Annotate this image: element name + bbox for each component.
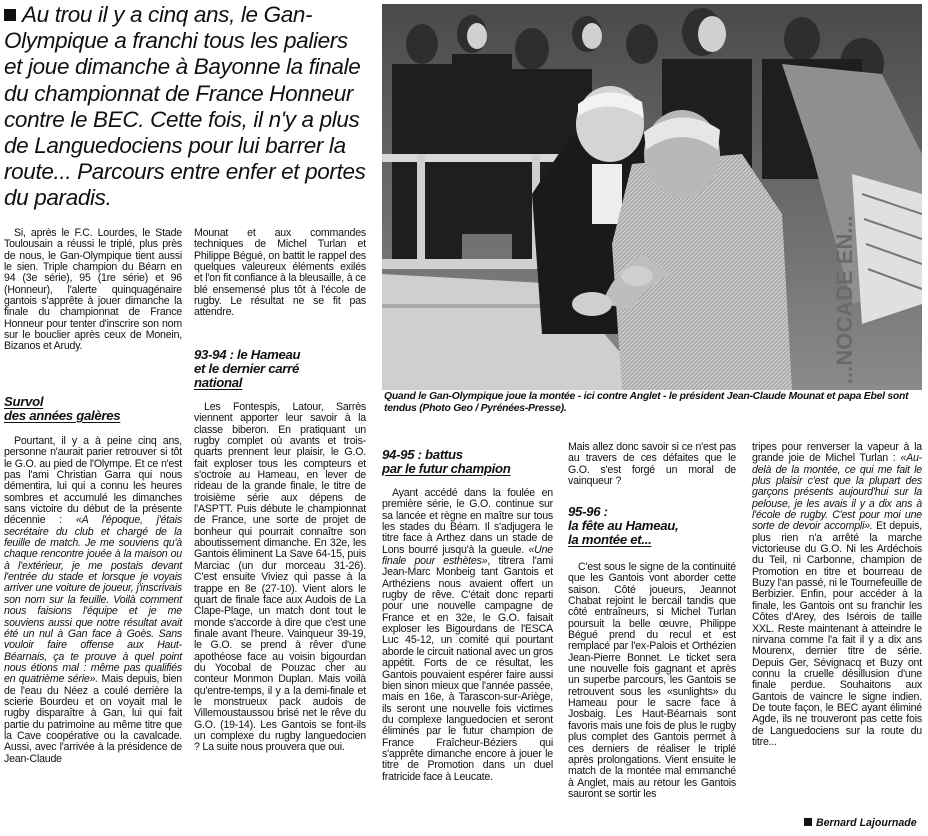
section-heading-94-95	[382, 448, 554, 476]
lead-bullet-square	[4, 9, 16, 21]
quote-text: «A l'époque, j'étais secrétaire du club et chargé de la feuille de match. Je me souviens qu'à chaque rencontre jouée à la maison ou à l'extérieur, je me postais devant l'entrée du stade et lorsque je voyais arriver une voiture de joueur, j'inscrivais son nom sur la feuille. Voilà comment nous faisions l'équipe et je me souviens aussi que notre résultat avait été un nul à Gan face à Goès. Sans vouloir faire offense aux Haut-Béarnais, ça te prouve à quel point nous étions mal : même pas qualifiés en quatrième série».	[4, 514, 182, 686]
body-paragraph: Les Fontespis, Latour, Sarrès viennent apporter leur savoir à la classe biberon. En pratiquant un rugby complet où avants et trois-quarts prennent leur plaisir, le G.O. fait exploser tous les compteurs et s'octroie au Hameau, en lever de rideau de la grande finale, le titre de troisième série aux dépens de l'ASPTT. Puis débute le championnat de France, une sorte de projet de bonheur qui pourrait connaître son aboutissement dimanche. En 32e, les Gantois éliminent La Save 64-15, puis Marciac (un dur morceau 31-26). C'est ensuite Viviez qui passe à la trappe en 8e (27-10). Vient alors le quart de finale face aux Audois de La Clape-Plage, un match dont tout le monde s'accorde à dire que c'est une finale avant l'heure. Vainqueur 39-19, le G.O. se prend à rêver d'une apothéose face au voisin bigourdan du Yocobal de Pouzac cher au conteur Monmon Duplan. Mais voilà qu'entre-temps, il y a la demi-finale et le monstrueux pack audois de Villemoustaussou brisé net le rêve du G.O. (19-14). Les Gantois se font-ils un complexe du rugby languedocien ? La suite nous prouvera que oui.	[194, 401, 366, 754]
photo-crowd-stands	[382, 4, 922, 390]
author-byline	[804, 817, 917, 829]
section-heading-line: Survol	[4, 394, 44, 409]
body-paragraph: C'est sous le signe de la continuité que les Gantois vont aborder cette saison. Côté joueurs, Jeannot Chabat rejoint le bercail tandis que côté entraîneurs, si Michel Turlan poursuit la belle œuvre, Philippe Bégué prend du recul et est remplacé par l'ex-Palois et Orthézien Jean-Pierre Bonnet. Le ticket sera une nouvelle fois gagnant et après un superbe parcours, les Gantois se retrouvent sous les «sunlights» du Hameau pour le sacre face à Josbaig. Les Haut-Béarnais sont favoris mais une fois de plus le rugby plus complet des Gantois permet à ces derniers de réaliser le triplé après prolongations. Vient ensuite le match de la montée mal emmanché à Anglet, mais au retour les Gantois sauront se sortir les	[568, 561, 736, 800]
photo-caption: Quand le Gan-Olympique joue la montée - ici contre Anglet - le président Jean-Claude Mounat et papa Ebel sont tendus (Photo Geo / Pyrénées-Presse).	[384, 391, 909, 415]
body-text: Mais depuis, bien de l'eau du Néez a coulé derrière la scierie Bourdeu et on voyait mal le rugby disparaître à Gan, lui qui fait partie du patrimoine au même titre que la Cave coopérative ou la cavalcade. Aussi, avec l'arrivée à la présidence de Jean-Claude	[4, 673, 182, 765]
section-heading-93-94	[194, 348, 374, 390]
body-paragraph	[4, 436, 182, 765]
section-heading-line: la fête au Hameau,	[568, 518, 679, 533]
news-photo	[382, 4, 922, 390]
body-paragraph: Mounat et aux commandes techniques de Michel Turlan et Philippe Bégué, on battit le rappel des quelques valeureux éléments exilés et l'on fit confiance à la bleusaille, à ce blé ensemensé plus tôt à l'école de rugby. Le résultat ne se fit pas attendre.	[194, 227, 366, 319]
article-column-5	[752, 442, 922, 759]
body-paragraph	[752, 442, 922, 748]
body-paragraph: Mais allez donc savoir si ce n'est pas au travers de ces défaites que le G.O. s'est forgé un moral de vainqueur ?	[568, 441, 736, 488]
photo-bleed-text: ...NOCADE EN...	[832, 215, 857, 384]
intro-paragraph: Si, après le F.C. Lourdes, le Stade Toulousain a réussi le triplé, plus près de nous, le Gan-Olympique tient aussi le sien. Triple champion du Béarn en 94 (3e série), 95 (1re série) et 96 (Honneur), l'alerte quinquagénaire gantois s'apprête à jouer dimanche la finale du championnat de France Honneur pour tenter d'inscrire son nom sur le bouclier après ceux de Monein, Bizanos et Arudy.	[4, 227, 182, 353]
article-column-1-body	[4, 436, 182, 776]
section-heading-line: et le dernier carré	[194, 361, 299, 376]
body-text: Et depuis, plus rien n'a arrêté la marche victorieuse du G.O. Ni les Ardéchois du Teil, ni Carbonne, champion de Promotion en titre et bourreau de Buzy l'an passé, ni le Tournefeuille de Berbizier. Enfin, pour accéder à la finale, les Gantois ont su franchir les Côtes d'Arey, des Isérois de taille XXL. Reste maintenant à atteindre le nirvana comme l'a fait il y a dix ans Mourenx, dernier titre de série. Depuis Ger, Sévignacq et Buzy ont connu la cruelle désillusion d'une finale perdue. Souhaitons aux Gantois de vaincre le signe indien. De toute façon, le BEC ayant éliminé Agde, ils ne trouveront pas cette fois de Languedociens sur la route du titre...	[752, 520, 922, 748]
section-heading-line: des années galères	[4, 408, 121, 423]
section-heading-line: 94-95 : battus	[382, 447, 463, 462]
lead-text: Au trou il y a cinq ans, le Gan-Olympique a franchi tous les paliers et joue dimanche à Bayonne la finale du championnat de France Honneur contre le BEC. Cette fois, il n'y a plus de Languedociens pour lui barrer la route... Parcours entre enfer et portes du paradis.	[4, 2, 366, 211]
body-text: Pourtant, il y a à peine cinq ans, personne n'aurait parier retrouver si tôt le G.O. au pied de l'Olympe. Et ce n'est pas l'ami Christian Garra qui nous démentira, lui qui a connu les heures sombres et accumulé les dimanches sans victoire du début de la présente décennie :	[4, 435, 182, 527]
section-heading-line: par le futur champion	[382, 461, 511, 476]
body-text: Ayant accédé dans la foulée en première série, le G.O. continue sur sa lancée et règne en maître sur tous les stades du Béarn. Il s'adjugera le titre face à Arthez dans un stade de Lons bourré jusqu'à la gueule.	[382, 487, 553, 556]
quote-text: «Au-delà de la montée, ce qui me fait le plus plaisir c'est que la plupart des garçons présents aujourd'hui sur la pelouse, je les avais il y a dix ans à l'école de rugby. C'est pour moi une sorte de devoir accompli».	[752, 452, 922, 533]
article-lead	[4, 2, 366, 212]
body-text: , titrera l'ami Jean-Marc Monbeig tant Gantois et Arthéziens nous avaient offert un rugby de rêve. C'était donc reparti pour une nouvelle campagne de France et en 32e, le G.O. faisait exploser les Bigourdans de l'ESCA Luc 45-12, un comité qui pourtant aborde le circuit national avec un gros appétit. Forts de ce résultat, les Gantois pouvaient espérer faire aussi bien sinon mieux que l'année passée, mais en 16e, à Tarascon-sur-Ariège, ils seront une nouvelle fois victimes du complexe languedocien et seront éliminés par le futur champion de France Fraîcheur-Béziers qui s'apprête dimanche encore à jouer le titre de Promotion dans un duel fratricide face à Leucate.	[382, 555, 554, 783]
body-text: tripes pour renverser la vapeur à la grande joie de Michel Turlan :	[752, 441, 922, 465]
article-column-1	[4, 228, 182, 364]
section-heading-line: la montée et...	[568, 532, 652, 547]
section-heading-survol	[4, 395, 182, 423]
author-name: Bernard Lajournade	[816, 817, 917, 829]
section-heading-line: 95-96 :	[568, 504, 608, 519]
article-column-4-body	[568, 562, 736, 811]
article-column-3	[382, 488, 553, 794]
section-heading-95-96	[568, 505, 736, 547]
section-heading-line: 93-94 : le Hameau	[194, 347, 301, 362]
quote-text: «Une finale pour esthètes»	[382, 543, 553, 568]
article-column-2-body	[194, 402, 366, 765]
byline-bullet-square	[804, 818, 812, 826]
article-column-2	[194, 228, 366, 330]
article-column-4	[568, 442, 736, 498]
body-paragraph	[382, 488, 553, 783]
section-heading-line: national	[194, 375, 243, 390]
